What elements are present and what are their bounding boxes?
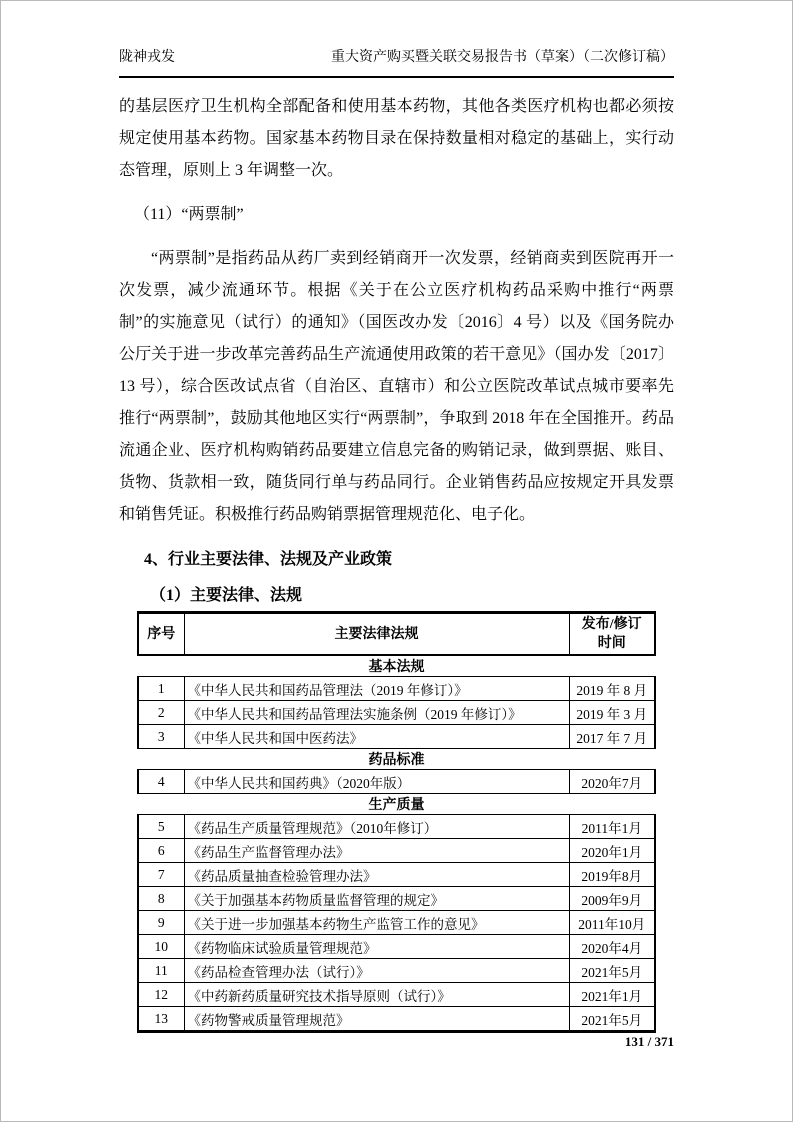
cell-no: 1 bbox=[138, 677, 184, 701]
cell-no: 6 bbox=[138, 839, 184, 863]
table-row bbox=[138, 701, 655, 725]
cell-date: 2011年1月 bbox=[569, 815, 655, 839]
table-row bbox=[138, 983, 655, 1007]
cell-date: 2020年7月 bbox=[569, 770, 655, 794]
heading-industry-laws-policies: 4、行业主要法律、法规及产业政策 bbox=[144, 551, 393, 568]
cell-no: 11 bbox=[138, 959, 184, 983]
page-header bbox=[119, 49, 674, 78]
column-header-date-line2: 时间 bbox=[597, 636, 626, 651]
cell-law: 《药物临床试验质量管理规范》 bbox=[184, 935, 569, 959]
cell-date: 2011年10月 bbox=[569, 911, 655, 935]
cell-date: 2020年1月 bbox=[569, 839, 655, 863]
cell-date: 2021年5月 bbox=[569, 959, 655, 983]
cell-no: 3 bbox=[138, 725, 184, 749]
table-row bbox=[138, 911, 655, 935]
column-header-law: 主要法律法规 bbox=[184, 613, 569, 656]
cell-law: 《药品质量抽查检验管理办法》 bbox=[184, 863, 569, 887]
section-label: 药品标准 bbox=[138, 749, 655, 770]
header-company-name: 陇神戎发 bbox=[119, 50, 175, 65]
laws-table-body bbox=[138, 655, 655, 1032]
cell-law: 《中药新药质量研究技术指导原则（试行）》 bbox=[184, 983, 569, 1007]
cell-date: 2021年1月 bbox=[569, 983, 655, 1007]
table-header-row bbox=[138, 613, 655, 656]
paragraph-basic-drug-policy: 的基层医疗卫生机构全部配备和使用基本药物，其他各类医疗机构也都必须按规定使用基本药物。国家基本药物目录在保持数量相对稳定的基础上，实行动态管理，原则上 3 年调整一次。 bbox=[119, 98, 674, 179]
table-row bbox=[138, 959, 655, 983]
table-section-row bbox=[138, 655, 655, 677]
cell-no: 8 bbox=[138, 887, 184, 911]
cell-no: 9 bbox=[138, 911, 184, 935]
cell-law: 《药品检查管理办法（试行）》 bbox=[184, 959, 569, 983]
table-row bbox=[138, 839, 655, 863]
cell-law: 《药品生产质量管理规范》（2010年修订） bbox=[184, 815, 569, 839]
cell-law: 《中华人民共和国中医药法》 bbox=[184, 725, 569, 749]
table-row bbox=[138, 935, 655, 959]
cell-date: 2020年4月 bbox=[569, 935, 655, 959]
table-row bbox=[138, 725, 655, 749]
column-header-date-line1: 发布/修订 bbox=[581, 617, 642, 632]
column-header-date bbox=[569, 613, 655, 656]
heading-two-invoice-system: （11）“两票制” bbox=[134, 206, 244, 223]
cell-no: 4 bbox=[138, 770, 184, 794]
table-row bbox=[138, 863, 655, 887]
cell-law: 《中华人民共和国药品管理法实施条例（2019 年修订）》 bbox=[184, 701, 569, 725]
column-header-number: 序号 bbox=[138, 613, 184, 656]
cell-date: 2019 年 8 月 bbox=[569, 677, 655, 701]
document-body bbox=[119, 91, 674, 1033]
laws-table-container bbox=[137, 611, 656, 1033]
laws-regulations-table bbox=[137, 611, 656, 1033]
cell-date: 2019 年 3 月 bbox=[569, 701, 655, 725]
cell-law: 《关于加强基本药物质量监督管理的规定》 bbox=[184, 887, 569, 911]
cell-law: 《药品生产监督管理办法》 bbox=[184, 839, 569, 863]
cell-date: 2021年5月 bbox=[569, 1007, 655, 1032]
cell-no: 2 bbox=[138, 701, 184, 725]
table-row bbox=[138, 887, 655, 911]
section-label: 基本法规 bbox=[138, 655, 655, 677]
table-row bbox=[138, 1007, 655, 1032]
cell-date: 2009年9月 bbox=[569, 887, 655, 911]
paragraph-two-invoice-system: “两票制”是指药品从药厂卖到经销商开一次发票，经销商卖到医院再开一次发票，减少流通环节。根据《关于在公立医疗机构药品采购中推行“两票制”的实施意见（试行）的通知》（国医改办发〔2016〕4 号）以及《国务院办公厅关于进一步改革完善药品生产流通使用政策的若干意见》（国办发〔2017〕13 号），综合医改试点省（自治区、直辖市）和公立医院改革试点城市要率先推行“两票制”，鼓励其他地区实行“两票制”，争取到 2018 年在全国推开。药品流通企业、医疗机构购销药品要建立信息完备的购销记录，做到票据、账目、货物、货款相一致，随货同行单与药品同行。企业销售药品应按规定开具发票和销售凭证。积极推行药品购销票据管理规范化、电子化。 bbox=[119, 250, 674, 523]
table-row bbox=[138, 677, 655, 701]
cell-law: 《药物警戒质量管理规范》 bbox=[184, 1007, 569, 1032]
cell-no: 10 bbox=[138, 935, 184, 959]
cell-date: 2017 年 7 月 bbox=[569, 725, 655, 749]
table-section-row bbox=[138, 794, 655, 815]
cell-law: 《中华人民共和国药典》（2020年版） bbox=[184, 770, 569, 794]
page-footer bbox=[625, 1034, 674, 1050]
cell-no: 12 bbox=[138, 983, 184, 1007]
heading-main-laws-regulations: （1）主要法律、法规 bbox=[150, 587, 303, 604]
table-row bbox=[138, 815, 655, 839]
section-label: 生产质量 bbox=[138, 794, 655, 815]
cell-date: 2019年8月 bbox=[569, 863, 655, 887]
cell-no: 13 bbox=[138, 1007, 184, 1032]
table-row bbox=[138, 770, 655, 794]
cell-no: 5 bbox=[138, 815, 184, 839]
page-number: 131 / 371 bbox=[624, 1034, 674, 1049]
header-report-title: 重大资产购买暨关联交易报告书（草案）（二次修订稿） bbox=[331, 50, 674, 65]
cell-law: 《关于进一步加强基本药物生产监管工作的意见》 bbox=[184, 911, 569, 935]
table-section-row bbox=[138, 749, 655, 770]
cell-no: 7 bbox=[138, 863, 184, 887]
cell-law: 《中华人民共和国药品管理法（2019 年修订）》 bbox=[184, 677, 569, 701]
